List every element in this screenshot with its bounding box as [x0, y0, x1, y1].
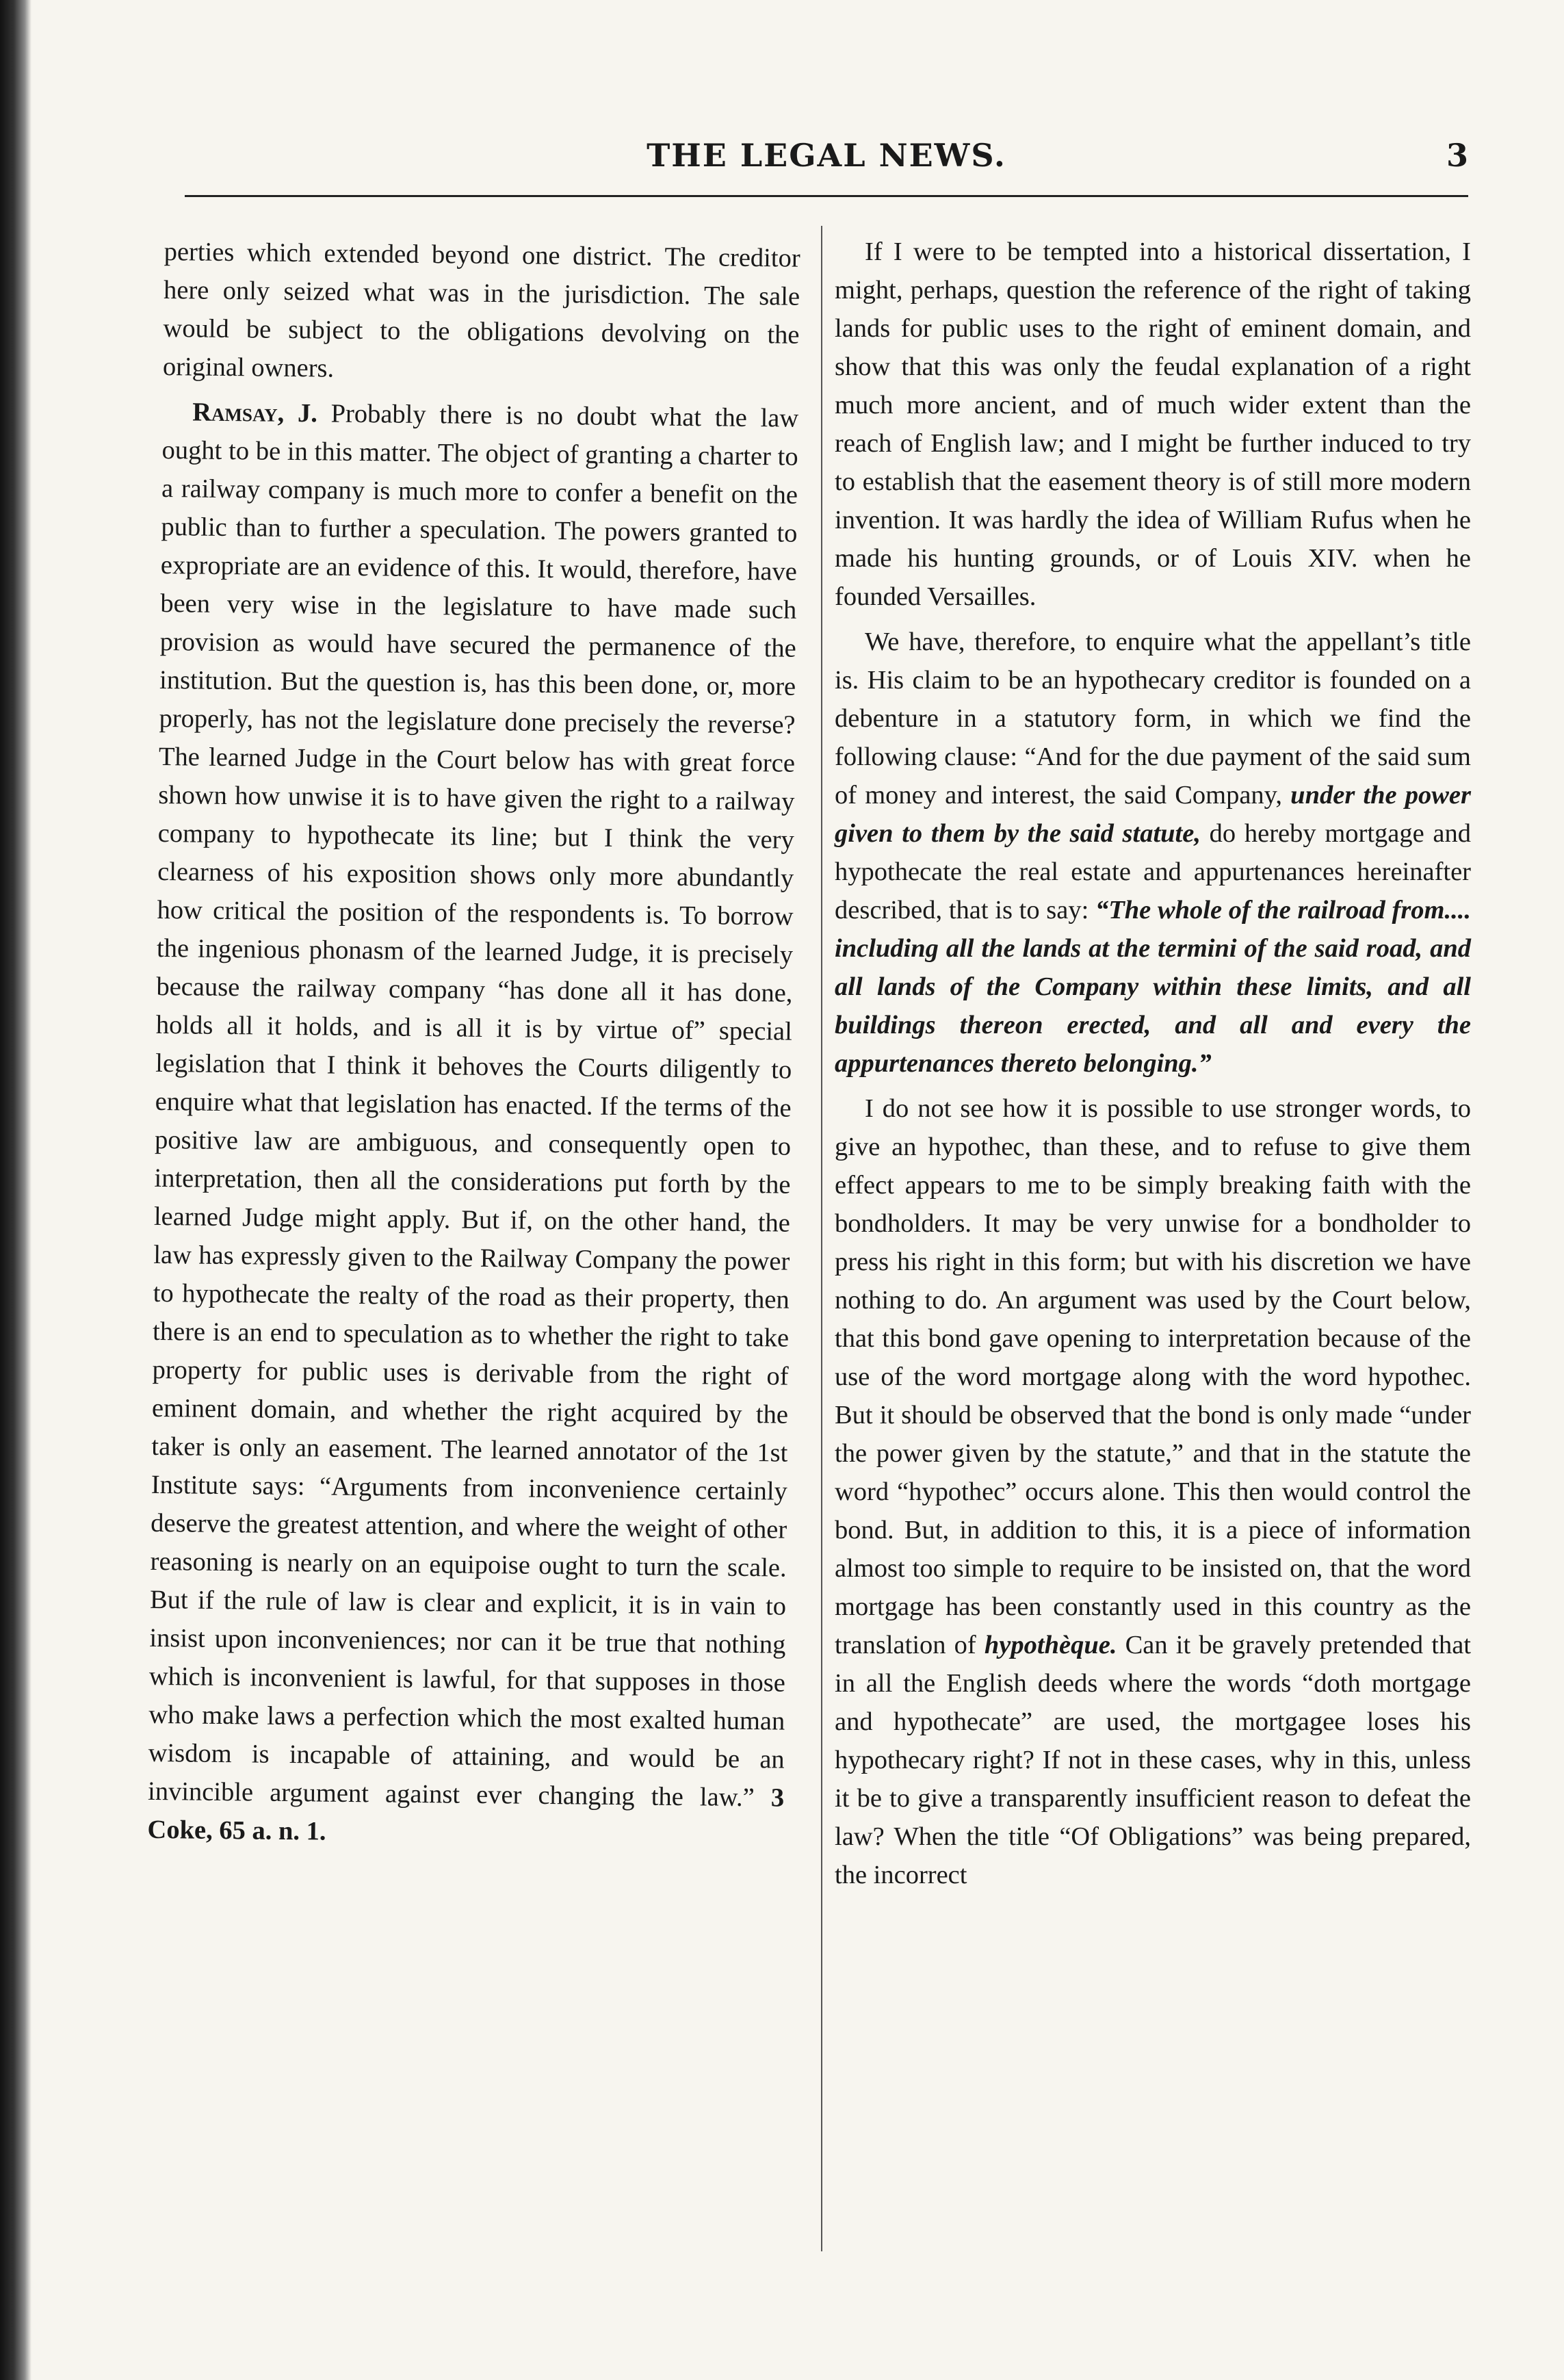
speaker-name: Ramsay, J. — [192, 398, 318, 428]
page-header — [185, 137, 1468, 185]
citation: 3 Coke, 65 a. n. 1. — [147, 1783, 785, 1846]
left-paragraph-1: perties which extended beyond one district. The creditor here only seized what was in the jurisdiction. The sale would be subject to the obligations devolving on the original owners. — [162, 237, 800, 383]
page-number: 3 — [1446, 137, 1468, 174]
right-paragraph-3-b: Can it be gravely pretended that in all the English deeds where the words “doth mortgage and hypothecate” are used, the mortgagee loses his hypothecary right? If not in these cases, why in this, unless it be to give a transparently insufficient reason to defeat the law? When the title “Of Obligations” was being prepared, the incorrect — [835, 1631, 1471, 1889]
right-paragraph-2 — [835, 623, 1471, 1083]
left-column — [147, 233, 800, 1863]
column-divider — [821, 226, 822, 2251]
header-rule — [185, 195, 1468, 197]
right-paragraph-1: If I were to be tempted into a historical dissertation, I might, perhaps, question the reference of the right of taking lands for public uses to the right of eminent domain, and show that this was only the feudal explanation of a right much more ancient, and of much wider extent than the reach of English law; and I might be further induced to try to establish that the easement theory is of still more modern invention. It was hardly the idea of William Rufus when he made his hunting grounds, or of Louis XIV. when he founded Versailles. — [835, 237, 1471, 611]
right-paragraph-3 — [835, 1089, 1471, 1894]
left-paragraph-2-text: Probably there is no doubt what the law ought to be in this matter. The object of granting a charter to a railway company is much more to confer a benefit on the public than to further a speculation. The powers granted to expropriate are an evidence of this. It would, therefore, have been very wise in the legislature to have made such provision as would have secured the permanence of the institution. But the question is, has this been done, or, more properly, has not the legislature done precisely the reverse? The learned Judge in the Court below has with great force shown how unwise it is to have given the right to a railway company to hypothecate its line; but I think the very clearness of his exposition shows only more abundantly how critical the position of the respondents is. To borrow the ingenious phonasm of the learned Judge, it is precisely because the railway company “has done all it has done, holds all it holds, and is all it is by virtue of” special legislation that I think it behoves the Courts diligently to enquire what that legislation has enacted. If the terms of the positive law are ambiguous, and consequently open to interpretation, then all the considerations put forth by the learned Judge might apply. But if, on the other hand, the law has expressly given to the Railway Company the power to hypothecate the realty of the road as their property, then there is an end to speculation as to whether the right to take property for public uses is derivable from the right of eminent domain, and whether the right acquired by the taker is only an easement. The learned annotator of the 1st Institute says: “Arguments from inconvenience certainly deserve the greatest attention, and where the weight of other reasoning is nearly on an equipoise ought to turn the scale. But if the rule of law is clear and explicit, it is in vain to insist upon inconveniences; nor can it be true that nothing which is inconvenient is lawful, for that supposes in those who make laws a perfection which the most exalted human wisdom is incapable of attaining, and would be an invincible argument against ever changing the law.” — [147, 399, 799, 1813]
statute-phrase: under the power given to them by the said statute, — [835, 781, 1471, 848]
left-paragraph-2 — [147, 393, 798, 1856]
hypotheque-word: hypothèque. — [984, 1631, 1117, 1659]
right-paragraph-2-b: do hereby mortgage and hypothecate the real estate and appurtenances hereinafter described, that is to say: — [835, 819, 1471, 924]
debenture-quote: “The whole of the railroad from.... including all the lands at the termini of the said road, and all lands of the Company within these limits, and all buildings thereon erected, and all and every the appurtenances thereto belonging.” — [835, 896, 1471, 1078]
running-title: THE LEGAL NEWS. — [647, 137, 1006, 174]
right-paragraph-3-a: I do not see how it is possible to use stronger words, to give an hypothec, than these, and to refuse to give them effect appears to me to be simply breaking faith with the bondholders. It may be very unwise for a bondholder to press his right in this form; but with his discretion we have nothing to do. An argument was used by the Court below, that this bond gave opening to interpretation because of the use of the word mortgage along with the word hypothec. But it should be observed that the bond is only made “under the power given by the statute,” and that in the statute the word “hypothec” occurs alone. This then would control the bond. But, in addition to this, it is a piece of information almost too simple to require to be insisted on, that the word mortgage has been constantly used in this country as the translation of — [835, 1094, 1471, 1659]
page-binding-edge — [0, 0, 31, 2380]
right-column — [835, 233, 1471, 1901]
right-paragraph-2-a: We have, therefore, to enquire what the appellant’s title is. His claim to be an hypothecary creditor is founded on a debenture in a statutory form, in which we find the following clause: “And for the due payment of the said sum of money and interest, the said Company, — [835, 628, 1471, 810]
